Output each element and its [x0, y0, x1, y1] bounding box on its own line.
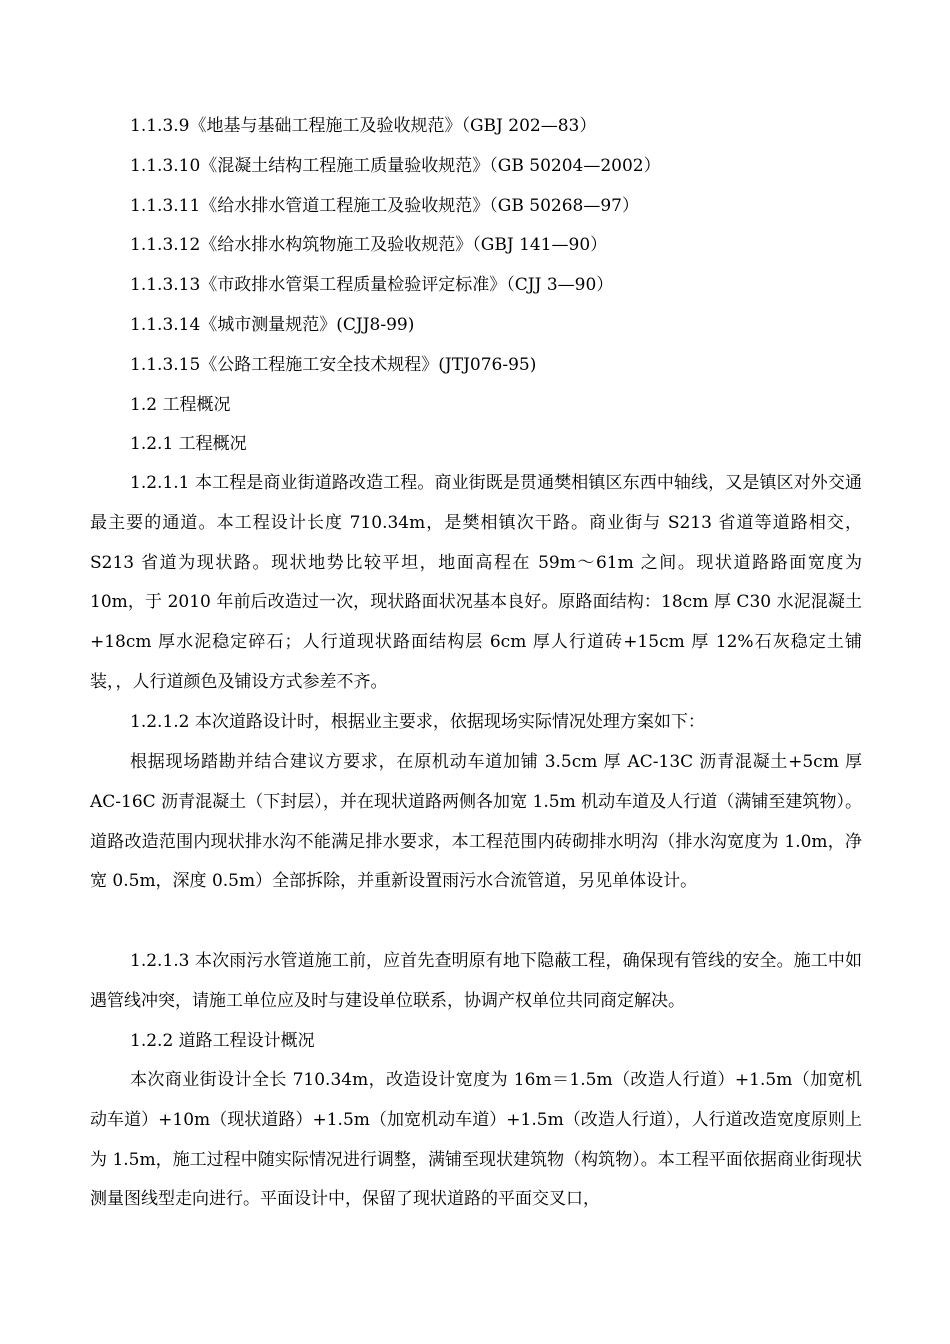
heading-1-2-2: 1.2.2 道路工程设计概况 [130, 1031, 315, 1051]
paragraph-1-2-2: 本次商业街设计全长 710.34m，改造设计宽度为 16m＝1.5m（改造人行道）+1.5m（加宽机动车道）+10m（现状道路）+1.5m（加宽机动车道）+1.5m（改造人行道），人行道改造宽度原则上为 1.5m，施工过程中随实际情况进行调整，满铺至现状建筑物（构筑物）。本工程平面依据商业街现状测量图线型走向进行。平面设计中，保留了现状道路的平面交叉口， [90, 1070, 862, 1210]
reference-1-1-3-9: 1.1.3.9《地基与基础工程施工及验收规范》（GBJ 202—83） [130, 116, 597, 136]
reference-1-1-3-12: 1.1.3.12《给水排水构筑物施工及验收规范》（GBJ 141—90） [130, 235, 608, 255]
paragraph-1-2-1-2: 1.2.1.2 本次道路设计时，根据业主要求，依据现场实际情况处理方案如下： [130, 712, 705, 732]
paragraph-1-2-1-1: 1.2.1.1 本工程是商业街道路改造工程。商业街既是贯通樊相镇区东西中轴线，又是镇区对外交通最主要的通道。本工程设计长度 710.34m，是樊相镇次干路。商业街与 S213 省道等道路相交，S213 省道为现状路。现状地势比较平坦，地面高程在 59m～61m 之间。现状道路路面宽度为 10m，于 2010 年前后改造过一次，现状路面状况基本良好。原路面结构：18cm 厚 C30 水泥混凝土+18cm 厚水泥稳定碎石；人行道现状路面结构层 6cm 厚人行道砖+15cm 厚 12%石灰稳定土铺装，，人行道颜色及铺设方式参差不齐。 [90, 473, 862, 692]
reference-1-1-3-10: 1.1.3.10《混凝土结构工程施工质量验收规范》（GB 50204—2002） [130, 156, 661, 176]
reference-1-1-3-15: 1.1.3.15《公路工程施工安全技术规程》(JTJ076-95) [130, 355, 537, 375]
paragraph-scheme: 根据现场踏勘并结合建议方要求，在原机动车道加铺 3.5cm 厚 AC-13C 沥青混凝土+5cm 厚 AC-16C 沥青混凝土（下封层），并在现状道路两侧各加宽 1.5m 机动车道及人行道（满铺至建筑物）。道路改造范围内现状排水沟不能满足排水要求，本工程范围内砖砌排水明沟（排水沟宽度为 1.0m，净宽 0.5m，深度 0.5m）全部拆除，并重新设置雨污水合流管道，另见单体设计。 [90, 752, 862, 892]
reference-1-1-3-14: 1.1.3.14《城市测量规范》(CJJ8-99) [130, 315, 415, 335]
reference-1-1-3-11: 1.1.3.11《给水排水管道工程施工及验收规范》（GB 50268—97） [130, 196, 639, 216]
paragraph-1-2-1-3: 1.2.1.3 本次雨污水管道施工前，应首先查明原有地下隐蔽工程，确保现有管线的安全。施工中如遇管线冲突，请施工单位应及时与建设单位联系，协调产权单位共同商定解决。 [90, 951, 862, 1011]
reference-1-1-3-13: 1.1.3.13《市政排水管渠工程质量检验评定标准》（CJJ 3—90） [130, 275, 614, 295]
heading-1-2-1: 1.2.1 工程概况 [130, 434, 247, 454]
heading-1-2: 1.2 工程概况 [130, 395, 231, 415]
